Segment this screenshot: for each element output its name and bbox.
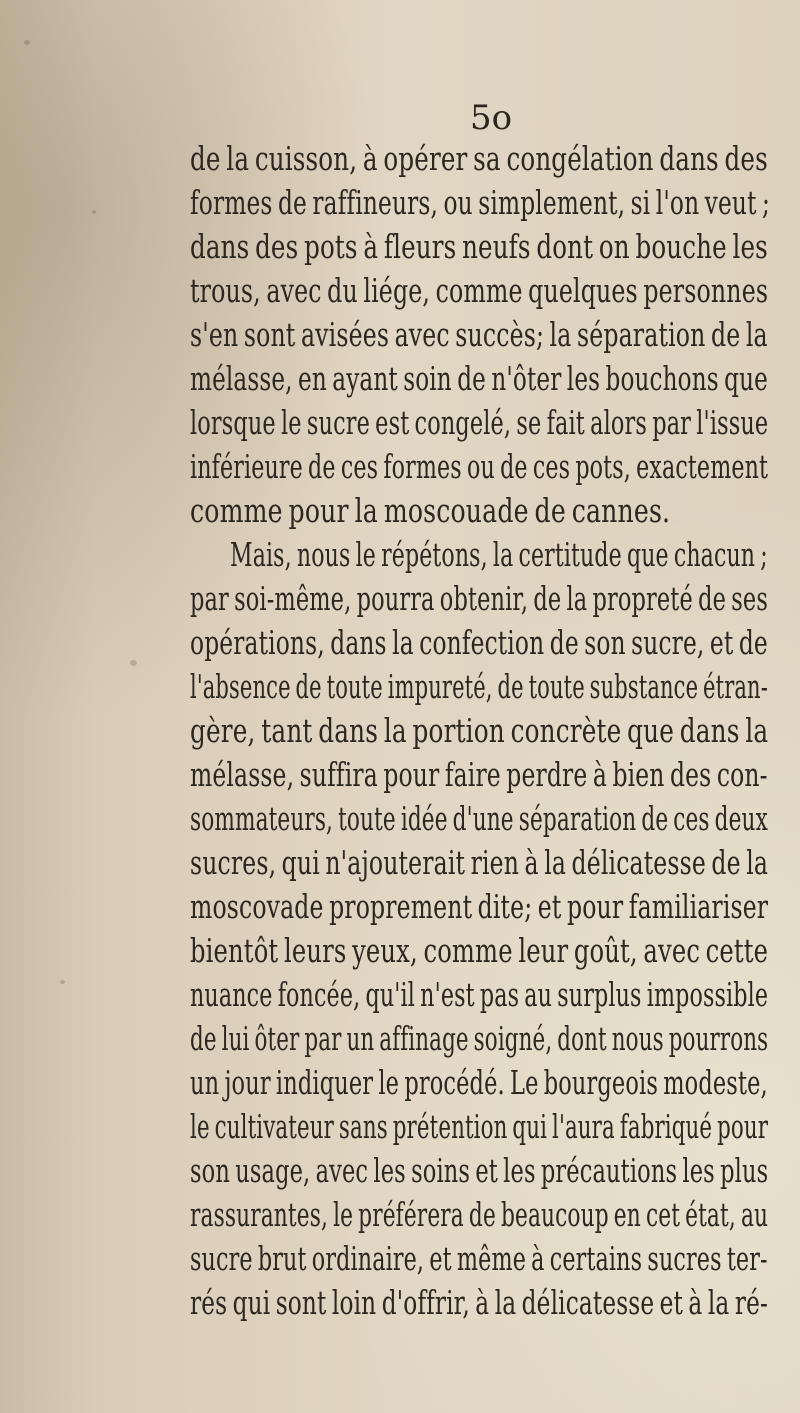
text-line: nuance foncée, qu'il n'est pas au surplus impossible: [190, 975, 769, 1014]
text-line: gère, tant dans la portion concrète que dans la: [190, 711, 769, 750]
text-line: opérations, dans la confection de son sucre, et de: [190, 623, 768, 662]
paper-spot: [130, 660, 137, 666]
text-line: formes de raffineurs, ou simplement, si l'on veut ;: [190, 183, 771, 222]
text-line: sucre brut ordinaire, et même à certains sucres ter-: [190, 1239, 768, 1278]
paper-spot: [24, 40, 30, 45]
text-line: inférieure de ces formes ou de ces pots, exactement: [190, 447, 769, 486]
text-line: sucres, qui n'ajouterait rien à la délicatesse de la: [190, 843, 769, 882]
text-line: un jour indiquer le procédé. Le bourgeois modeste,: [190, 1063, 768, 1102]
text-line: lorsque le sucre est congelé, se fait alors par l'issue: [190, 403, 769, 442]
text-line: s'en sont avisées avec succès; la séparation de la: [190, 315, 768, 354]
text-line: de lui ôter par un affinage soigné, dont nous pourrons: [190, 1019, 769, 1058]
text-line: par soi-même, pourra obtenir, de la propreté de ses: [190, 579, 768, 618]
text-line: rassurantes, le préférera de beaucoup en cet état, au: [190, 1195, 769, 1234]
text-line: bientôt leurs yeux, comme leur goût, avec cette: [190, 931, 769, 970]
text-line: le cultivateur sans prétention qui l'aura fabriqué pour: [190, 1107, 769, 1146]
text-line: trous, avec du liége, comme quelques personnes: [190, 271, 769, 310]
text-line: mélasse, en ayant soin de n'ôter les bouchons que: [190, 359, 768, 398]
text-line: moscovade proprement dite; et pour familiariser: [190, 887, 769, 926]
text-line: son usage, avec les soins et les précautions les plus: [190, 1151, 769, 1190]
text-line: sommateurs, toute idée d'une séparation de ces deux: [190, 799, 768, 838]
text-line: comme pour la moscouade de cannes.: [190, 491, 671, 530]
text-line: Mais, nous le répétons, la certitude que chacun ;: [230, 535, 768, 574]
page-number: 5o: [470, 98, 513, 138]
text-line: l'absence de toute impureté, de toute substance étran-: [190, 667, 768, 706]
text-line: dans des pots à fleurs neufs dont on bouche les: [190, 227, 768, 266]
text-line: mélasse, suffira pour faire perdre à bien des con-: [190, 755, 768, 794]
paper-spot: [60, 980, 65, 984]
text-line: de la cuisson, à opérer sa congélation dans des: [190, 139, 768, 178]
text-line: rés qui sont loin d'offrir, à la délicatesse et à la ré-: [190, 1283, 768, 1322]
paper-spot: [92, 210, 96, 214]
